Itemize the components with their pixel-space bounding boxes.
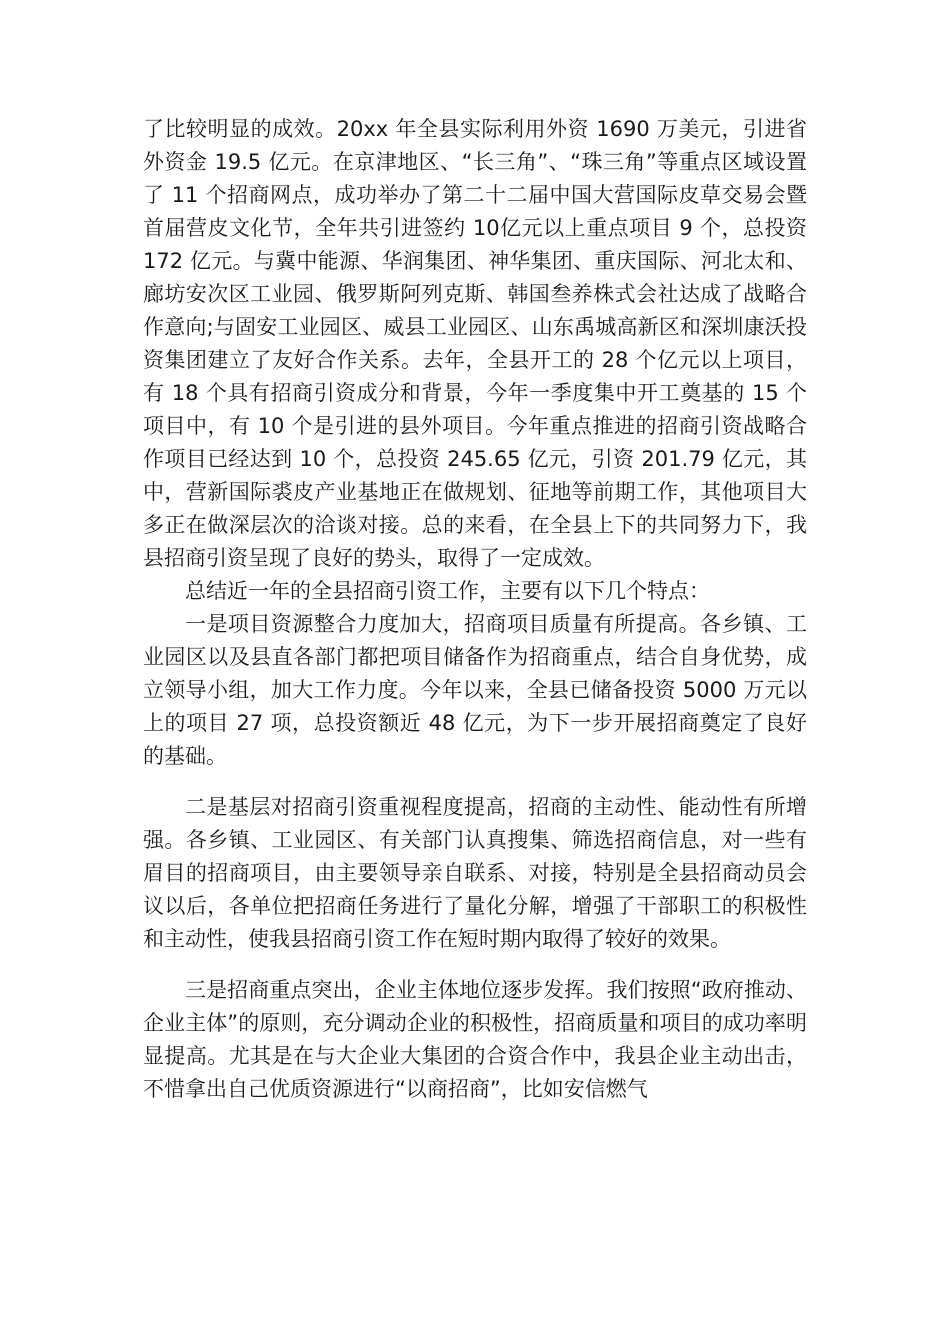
paragraph-feature-two: 二是基层对招商引资重视程度提高，招商的主动性、能动性有所增强。各乡镇、工业园区、有关部门认真搜集、筛选招商信息，对一些有眉目的招商项目，由主要领导亲自联系、对接，特别是全县招商动员会议以后，各单位把招商任务进行了量化分解，增强了干部职工的积极性和主动性，使我县招商引资工作在短时期内取得了较好的效果。 (143, 795, 807, 951)
document-body (143, 113, 807, 1106)
paragraph-features-intro: 总结近一年的全县招商引资工作，主要有以下几个特点： (185, 579, 710, 603)
paragraph-feature-one: 一是项目资源整合力度加大，招商项目质量有所提高。各乡镇、工业园区以及县直各部门都把项目储备作为招商重点，结合自身优势，成立领导小组，加大工作力度。今年以来，全县已储备投资 5000 万元以上的项目 27 项，总投资额近 48 亿元，为下一步开展招商奠定了良好的基础。 (143, 612, 807, 768)
paragraph-feature-three: 三是招商重点突出，企业主体地位逐步发挥。我们按照“政府推动、企业主体”的原则，充分调动企业的积极性，招商质量和项目的成功率明显提高。尤其是在与大企业大集团的合资合作中，我县企业主动出击，不惜拿出自己优质资源进行“以商招商”，比如安信燃气 (143, 978, 807, 1101)
paragraph-results-summary: 了比较明显的成效。20xx 年全县实际利用外资 1690 万美元，引进省外资金 19.5 亿元。在京津地区、“长三角”、“珠三角”等重点区域设置了 11 个招商网点，成功举办了第二十二届中国大营国际皮草交易会暨首届营皮文化节，全年共引进签约 10亿元以上重点项目 9 个，总投资 172 亿元。与冀中能源、华润集团、神华集团、重庆国际、河北太和、廊坊安次区工业园、俄罗斯阿列克斯、韩国叁养株式会社达成了战略合作意向;与固安工业园区、威县工业园区、山东禹城高新区和深圳康沃投资集团建立了友好合作关系。去年，全县开工的 28 个亿元以上项目，有 18 个具有招商引资成分和背景，今年一季度集中开工奠基的 15 个项目中，有 10 个是引进的县外项目。今年重点推进的招商引资战略合作项目已经达到 10 个，总投资 245.65 亿元，引资 201.79 亿元，其中，营新国际裘皮产业基地正在做规划、征地等前期工作，其他项目大多正在做深层次的洽谈对接。总的来看，在全县上下的共同努力下，我县招商引资呈现了良好的势头，取得了一定成效。 (143, 117, 807, 570)
